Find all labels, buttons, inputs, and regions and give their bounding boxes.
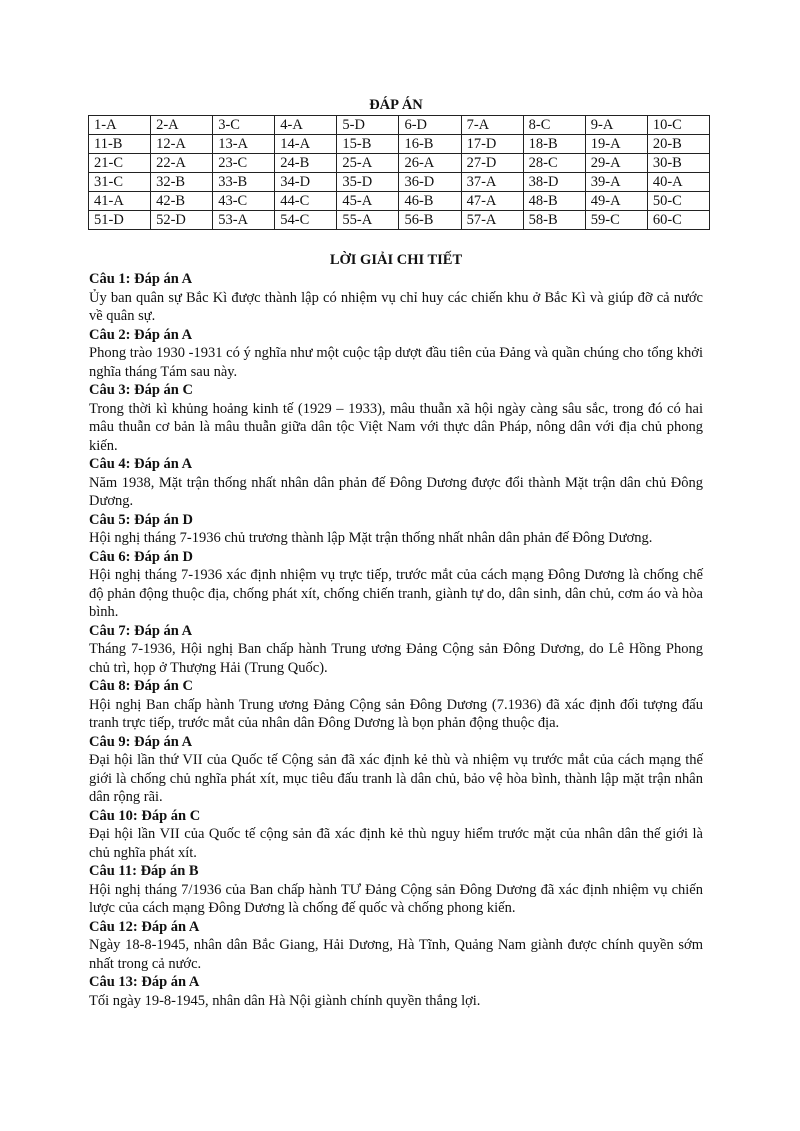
answer-cell: 2-A [151, 116, 213, 135]
answer-cell: 53-A [213, 211, 275, 230]
solution-item [89, 381, 703, 455]
answer-cell: 40-A [647, 173, 709, 192]
answer-row [89, 154, 710, 173]
answer-row [89, 173, 710, 192]
answer-cell: 38-D [523, 173, 585, 192]
solution-text: Hội nghị tháng 7-1936 xác định nhiệm vụ trực tiếp, trước mắt của cách mạng Đông Dương là chống chế độ phản động thuộc địa, chống phát xít, chống chiến tranh, giành tự do, dân sinh, dân chủ, cơm áo và hòa bình. [89, 567, 703, 620]
answer-cell: 49-A [585, 192, 647, 211]
solution-item [89, 973, 703, 1010]
answer-row [89, 135, 710, 154]
answer-cell: 56-B [399, 211, 461, 230]
solution-text: Hội nghị tháng 7/1936 của Ban chấp hành TƯ Đảng Cộng sản Đông Dương đã xác định nhiệm vụ chiến lược của cách mạng Đông Dương là chống đế quốc và chống phong kiến. [89, 881, 703, 916]
answer-cell: 21-C [89, 154, 151, 173]
solution-heading: Câu 6: Đáp án D [89, 548, 193, 565]
answer-cell: 23-C [213, 154, 275, 173]
solution-text: Phong trào 1930 -1931 có ý nghĩa như một cuộc tập dượt đầu tiên của Đảng và quần chúng cho tổng khởi nghĩa tháng Tám sau này. [89, 345, 703, 380]
solution-item [89, 622, 703, 678]
answer-cell: 52-D [151, 211, 213, 230]
answer-cell: 9-A [585, 116, 647, 135]
answer-cell: 42-B [151, 192, 213, 211]
answer-cell: 34-D [275, 173, 337, 192]
answer-cell: 27-D [461, 154, 523, 173]
answer-cell: 35-D [337, 173, 399, 192]
answer-cell: 19-A [585, 135, 647, 154]
answer-cell: 16-B [399, 135, 461, 154]
answer-row [89, 192, 710, 211]
answer-cell: 4-A [275, 116, 337, 135]
answer-key-table [88, 115, 710, 230]
answer-cell: 6-D [399, 116, 461, 135]
solution-text: Hội nghị tháng 7-1936 chủ trương thành lập Mặt trận thống nhất nhân dân phản đế Đông Dương. [89, 530, 653, 546]
answer-cell: 59-C [585, 211, 647, 230]
answer-cell: 3-C [213, 116, 275, 135]
answer-cell: 55-A [337, 211, 399, 230]
answer-cell: 51-D [89, 211, 151, 230]
answer-cell: 32-B [151, 173, 213, 192]
answer-cell: 37-A [461, 173, 523, 192]
solution-item [89, 677, 703, 733]
document-page [89, 96, 703, 1010]
answer-cell: 45-A [337, 192, 399, 211]
answer-cell: 18-B [523, 135, 585, 154]
solution-text: Trong thời kì khủng hoảng kinh tế (1929 – 1933), mâu thuẫn xã hội ngày càng sâu sắc, trong đó có hai mâu thuẫn cơ bản là mâu thuẫn giữa dân tộc Việt Nam với thực dân Pháp, nông dân với địa chủ phong kiến. [89, 400, 703, 454]
solution-text: Hội nghị Ban chấp hành Trung ương Đảng Cộng sản Đông Dương (7.1936) đã xác định đối tượng đấu tranh trực tiếp, trước mắt của nhân dân Đông Dương là bọn phản động thuộc địa. [89, 696, 703, 731]
solution-item [89, 548, 703, 622]
solution-heading: Câu 4: Đáp án A [89, 456, 193, 472]
answer-cell: 8-C [523, 116, 585, 135]
answer-cell: 22-A [151, 154, 213, 173]
solution-item [89, 326, 703, 382]
solution-item [89, 918, 703, 974]
solution-text: Tối ngày 19-8-1945, nhân dân Hà Nội giành chính quyền thắng lợi. [89, 992, 481, 1009]
solution-item [89, 270, 703, 326]
solution-heading: Câu 12: Đáp án A [89, 918, 200, 935]
answer-cell: 54-C [275, 211, 337, 230]
answer-cell: 15-B [337, 135, 399, 154]
answer-cell: 46-B [399, 192, 461, 211]
answer-key-title: ĐÁP ÁN [369, 97, 423, 113]
answer-cell: 50-C [647, 192, 709, 211]
answer-cell: 1-A [89, 116, 151, 135]
solution-heading: Câu 1: Đáp án A [89, 271, 193, 287]
answer-cell: 11-B [89, 135, 151, 154]
answer-cell: 5-D [337, 116, 399, 135]
answer-cell: 20-B [647, 135, 709, 154]
solution-item [89, 733, 703, 807]
answer-cell: 39-A [585, 173, 647, 192]
answer-cell: 58-B [523, 211, 585, 230]
answer-cell: 17-D [461, 135, 523, 154]
solution-heading: Câu 3: Đáp án C [89, 382, 193, 398]
answer-cell: 24-B [275, 154, 337, 173]
answer-cell: 60-C [647, 211, 709, 230]
solutions-list [89, 270, 703, 1010]
answer-cell: 7-A [461, 116, 523, 135]
answer-cell: 28-C [523, 154, 585, 173]
solution-item [89, 807, 703, 863]
solution-text: Ngày 18-8-1945, nhân dân Bắc Giang, Hải Dương, Hà Tĩnh, Quảng Nam giành được chính quyền sớm nhất trong cả nước. [89, 937, 703, 972]
answer-cell: 26-A [399, 154, 461, 173]
solution-text: Năm 1938, Mặt trận thống nhất nhân dân phản đế Đông Dương được đổi thành Mặt trận dân chủ Đông Dương. [89, 474, 703, 509]
answer-cell: 44-C [275, 192, 337, 211]
answer-cell: 25-A [337, 154, 399, 173]
answer-cell: 30-B [647, 154, 709, 173]
solution-heading: Câu 11: Đáp án B [89, 863, 199, 879]
answer-cell: 13-A [213, 135, 275, 154]
solution-text: Đại hội lần thứ VII của Quốc tế Cộng sản đã xác định kẻ thù và nhiệm vụ trước mắt của cách mạng thế giới là chống chủ nghĩa phát xít, mục tiêu đấu tranh là dân chủ, bảo vệ hòa bình, thành lập mặt trận nhân dân rộng rãi. [89, 752, 703, 805]
solution-heading: Câu 9: Đáp án A [89, 733, 193, 750]
answer-cell: 12-A [151, 135, 213, 154]
solution-heading: Câu 8: Đáp án C [89, 678, 193, 694]
answer-row [89, 116, 710, 135]
solution-heading: Câu 7: Đáp án A [89, 622, 193, 639]
solution-heading: Câu 5: Đáp án D [89, 511, 193, 528]
answer-cell: 31-C [89, 173, 151, 192]
solution-item [89, 455, 703, 511]
solution-text: Đại hội lần VII của Quốc tế cộng sản đã xác định kẻ thù nguy hiểm trước mặt của nhân dân thế giới là chủ nghĩa phát xít. [89, 826, 703, 861]
answer-cell: 29-A [585, 154, 647, 173]
solution-heading: Câu 2: Đáp án A [89, 326, 193, 343]
answer-cell: 57-A [461, 211, 523, 230]
answer-cell: 10-C [647, 116, 709, 135]
solution-item [89, 862, 703, 918]
answer-cell: 33-B [213, 173, 275, 192]
solution-heading: Câu 13: Đáp án A [89, 974, 200, 990]
answer-cell: 43-C [213, 192, 275, 211]
answer-cell: 14-A [275, 135, 337, 154]
answer-row [89, 211, 710, 230]
answer-cell: 41-A [89, 192, 151, 211]
answer-cell: 36-D [399, 173, 461, 192]
answer-cell: 47-A [461, 192, 523, 211]
solution-item [89, 511, 703, 548]
detailed-solutions-title: LỜI GIẢI CHI TIẾT [329, 252, 463, 268]
solution-text: Ủy ban quân sự Bắc Kì được thành lập có nhiệm vụ chỉ huy các chiến khu ở Bắc Kì và giúp đỡ cả nước về quân sự. [89, 289, 703, 324]
solution-heading: Câu 10: Đáp án C [89, 807, 201, 824]
solution-text: Tháng 7-1936, Hội nghị Ban chấp hành Trung ương Đảng Cộng sản Đông Dương, do Lê Hồng Phong chủ trì, họp ở Thượng Hải (Trung Quốc). [89, 641, 703, 676]
answer-cell: 48-B [523, 192, 585, 211]
